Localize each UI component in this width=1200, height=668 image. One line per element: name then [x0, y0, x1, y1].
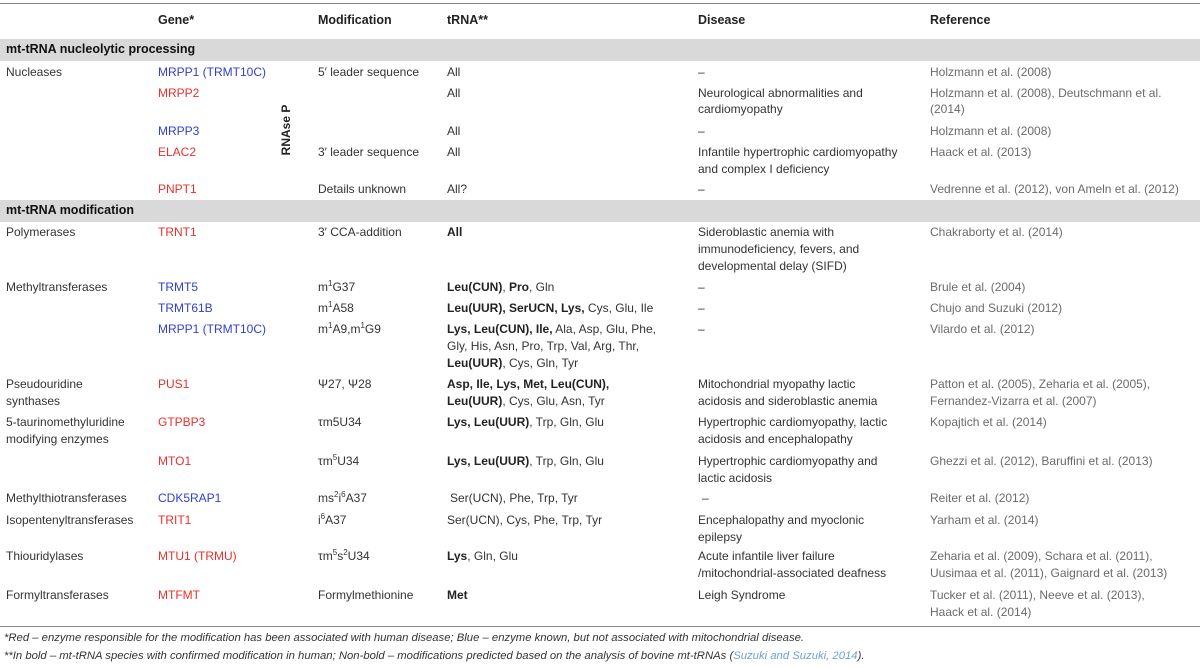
gene-trit1: TRIT1 — [158, 513, 192, 527]
trna-cell: Gly, His, Asn, Pro, Trp, Val, Arg, Thr, — [447, 339, 640, 353]
modification-cell: $\tau m^5s^2U34$ — [318, 548, 370, 563]
reference-cell: Ghezzi et al. (2012), Baruffini et al. (2013) — [930, 454, 1153, 468]
reference-cell: Kopajtich et al. (2014) — [930, 415, 1047, 429]
header-modification: Modification — [318, 13, 392, 27]
modification-cell: $m^1A9,m^1G9$ — [318, 321, 381, 336]
table-top-rule — [0, 3, 1200, 4]
trna-cell: Ser(UCN), Cys, Phe, Trp, Tyr — [447, 513, 603, 527]
modification-cell: $\tau m^5U34$ — [318, 453, 360, 468]
disease-cell: – — [698, 280, 705, 294]
disease-cell: – — [698, 182, 705, 196]
trna-cell: Leu(UUR), Cys, Glu, Asn, Tyr — [447, 394, 605, 408]
header-trna: tRNA** — [447, 13, 488, 27]
trna-cell: All? — [447, 182, 468, 196]
modification-cell: 5′ leader sequence — [318, 65, 419, 79]
gene-trmt61b: TRMT61B — [158, 301, 213, 315]
disease-cell: lactic acidosis — [698, 471, 773, 485]
trna-cell: Asp, Ile, Lys, Met, Leu(CUN), — [447, 377, 610, 391]
gene-mtu1: MTU1 (TRMU) — [158, 549, 237, 563]
section-modification — [0, 200, 1200, 222]
reference-cell: Tucker et al. (2011), Neeve et al. (2013), — [930, 588, 1145, 602]
disease-cell: acidosis and sideroblastic anemia — [698, 394, 878, 408]
disease-cell: – — [702, 491, 709, 505]
gene-cdk5rap1: CDK5RAP1 — [158, 491, 222, 505]
disease-cell: Mitochondrial myopathy lactic — [698, 377, 856, 391]
reference-cell: Vedrenne et al. (2012), von Ameln et al. (2012) — [930, 182, 1179, 196]
gene-elac2: ELAC2 — [158, 145, 197, 159]
gene-pus1: PUS1 — [158, 377, 190, 391]
disease-cell: – — [698, 322, 705, 336]
trna-cell: Lys, Gln, Glu — [447, 549, 518, 563]
trna-cell: All — [447, 65, 461, 79]
trna-cell: Lys, Leu(CUN), Ile, Ala, Asp, Glu, Phe, — [447, 322, 656, 336]
disease-cell: – — [698, 65, 705, 79]
disease-cell: – — [698, 124, 705, 138]
reference-cell: Fernandez-Vizarra et al. (2007) — [930, 394, 1097, 408]
reference-cell: Brule et al. (2004) — [930, 280, 1026, 294]
modification-cell: τm5U34 — [318, 415, 362, 429]
gene-trmt5: TRMT5 — [158, 280, 198, 294]
category-formyltransferases: Formyltransferases — [6, 588, 109, 602]
gene-mtfmt: MTFMT — [158, 588, 200, 602]
section-processing — [0, 39, 1200, 61]
disease-cell: – — [698, 301, 705, 315]
gene-mrpp3: MRPP3 — [158, 124, 200, 138]
category-isopentenyltransferases: Isopentenyltransferases — [6, 513, 134, 527]
reference-cell: Yarham et al. (2014) — [930, 513, 1039, 527]
reference-cell: Holzmann et al. (2008), Deutschmann et al. — [930, 86, 1162, 100]
gene-pnpt1: PNPT1 — [158, 182, 197, 196]
reference-cell: Uusimaa et al. (2011), Gaignard et al. (2013) — [930, 566, 1168, 580]
gene-mrpp1: MRPP1 (TRMT10C) — [158, 65, 267, 79]
reference-cell: Haack et al. (2013) — [930, 145, 1032, 159]
trna-cell: All — [447, 124, 461, 138]
disease-cell: Encephalopathy and myoclonic — [698, 513, 865, 527]
modification-cell: $i^6A37$ — [318, 512, 347, 527]
modification-cell: $m^1G37$ — [318, 279, 356, 294]
category-pseudouridine: synthases — [6, 394, 61, 408]
trna-cell: All — [447, 86, 461, 100]
footnote-colors: *Red – enzyme responsible for the modification has been associated with human disease; Blue – enzyme known, but not associated with mitochondrial disease. — [4, 632, 805, 644]
gene-trnt1: TRNT1 — [158, 225, 197, 239]
gene-mto1: MTO1 — [158, 454, 192, 468]
disease-cell: Hypertrophic cardiomyopathy and — [698, 454, 878, 468]
modification-cell: 3′ leader sequence — [318, 145, 419, 159]
reference-cell: Patton et al. (2005), Zeharia et al. (2005), — [930, 377, 1151, 391]
disease-cell: Sideroblastic anemia with — [698, 225, 835, 239]
reference-cell: Chujo and Suzuki (2012) — [930, 301, 1063, 315]
modification-cell: Formylmethionine — [318, 588, 414, 602]
category-methylthiotransferases: Methylthiotransferases — [6, 491, 127, 505]
category-polymerases: Polymerases — [6, 225, 76, 239]
section-modification-title: mt-tRNA modification — [6, 203, 134, 217]
disease-cell: Leigh Syndrome — [698, 588, 786, 602]
header-reference: Reference — [930, 13, 991, 27]
reference-cell: Vilardo et al. (2012) — [930, 322, 1035, 336]
category-taurinomethyluridine: 5-taurinomethyluridine — [6, 415, 125, 429]
header-gene: Gene* — [158, 13, 195, 27]
table-bottom-rule — [0, 626, 1200, 627]
category-nucleases: Nucleases — [6, 65, 63, 79]
header-disease: Disease — [698, 13, 746, 27]
trna-cell: Lys, Leu(UUR), Trp, Gln, Glu — [447, 415, 604, 429]
trna-cell: Leu(CUN), Pro, Gln — [447, 280, 555, 294]
category-taurinomethyluridine: modifying enzymes — [6, 432, 109, 446]
category-methyltransferases: Methyltransferases — [6, 280, 108, 294]
trna-cell: Leu(UUR), SerUCN, Lys, Cys, Glu, Ile — [447, 301, 654, 315]
trna-cell: All — [447, 225, 463, 239]
trna-cell: Ser(UCN), Phe, Trp, Tyr — [450, 491, 578, 505]
modification-cell: Details unknown — [318, 182, 407, 196]
trna-cell: Lys, Leu(UUR), Trp, Gln, Glu — [447, 454, 604, 468]
reference-cell: Holzmann et al. (2008) — [930, 124, 1052, 138]
modification-cell: $ms^2i^6A37$ — [318, 490, 367, 505]
footnote-bold: **In bold – mt-tRNA species with confirmed modification in human; Non-bold – modifications predicted based on the analysis of bovine mt-tRNAs (Suzuki and Suzuki, 2014). — [4, 650, 865, 662]
reference-cell: Haack et al. (2014) — [930, 605, 1032, 619]
disease-cell: acidosis and encephalopathy — [698, 432, 853, 446]
citation-link[interactable]: Suzuki and Suzuki, 2014 — [733, 650, 858, 662]
trna-cell: Leu(UUR), Cys, Gln, Tyr — [447, 356, 579, 370]
modification-cell: 3′ CCA-addition — [318, 225, 402, 239]
reference-cell: Holzmann et al. (2008) — [930, 65, 1052, 79]
trna-cell: All — [447, 145, 461, 159]
disease-cell: Acute infantile liver failure — [698, 549, 835, 563]
trna-cell: Met — [447, 588, 468, 602]
disease-cell: Hypertrophic cardiomyopathy, lactic — [698, 415, 888, 429]
category-thiouridylases: Thiouridylases — [6, 549, 84, 563]
disease-cell: /mitochondrial-associated deafness — [698, 566, 887, 580]
reference-cell: (2014) — [930, 102, 965, 116]
rnase-p-label: RNAse P — [279, 104, 293, 156]
disease-cell: developmental delay (SIFD) — [698, 259, 847, 273]
disease-cell: immunodeficiency, fevers, and — [698, 242, 860, 256]
disease-cell: epilepsy — [698, 530, 743, 544]
disease-cell: cardiomyopathy — [698, 102, 783, 116]
modification-cell: Ψ27, Ψ28 — [318, 377, 372, 391]
disease-cell: and complex I deficiency — [698, 162, 830, 176]
gene-mrpp1-methyl: MRPP1 (TRMT10C) — [158, 322, 267, 336]
reference-cell: Zeharia et al. (2009), Schara et al. (2011), — [930, 549, 1153, 563]
disease-cell: Neurological abnormalities and — [698, 86, 863, 100]
category-pseudouridine: Pseudouridine — [6, 377, 83, 391]
section-processing-title: mt-tRNA nucleolytic processing — [6, 42, 196, 56]
gene-mrpp2: MRPP2 — [158, 86, 200, 100]
reference-cell: Chakraborty et al. (2014) — [930, 225, 1063, 239]
gene-gtpbp3: GTPBP3 — [158, 415, 206, 429]
disease-cell: Infantile hypertrophic cardiomyopathy — [698, 145, 898, 159]
modification-cell: $m^1A58$ — [318, 300, 354, 315]
reference-cell: Reiter et al. (2012) — [930, 491, 1030, 505]
